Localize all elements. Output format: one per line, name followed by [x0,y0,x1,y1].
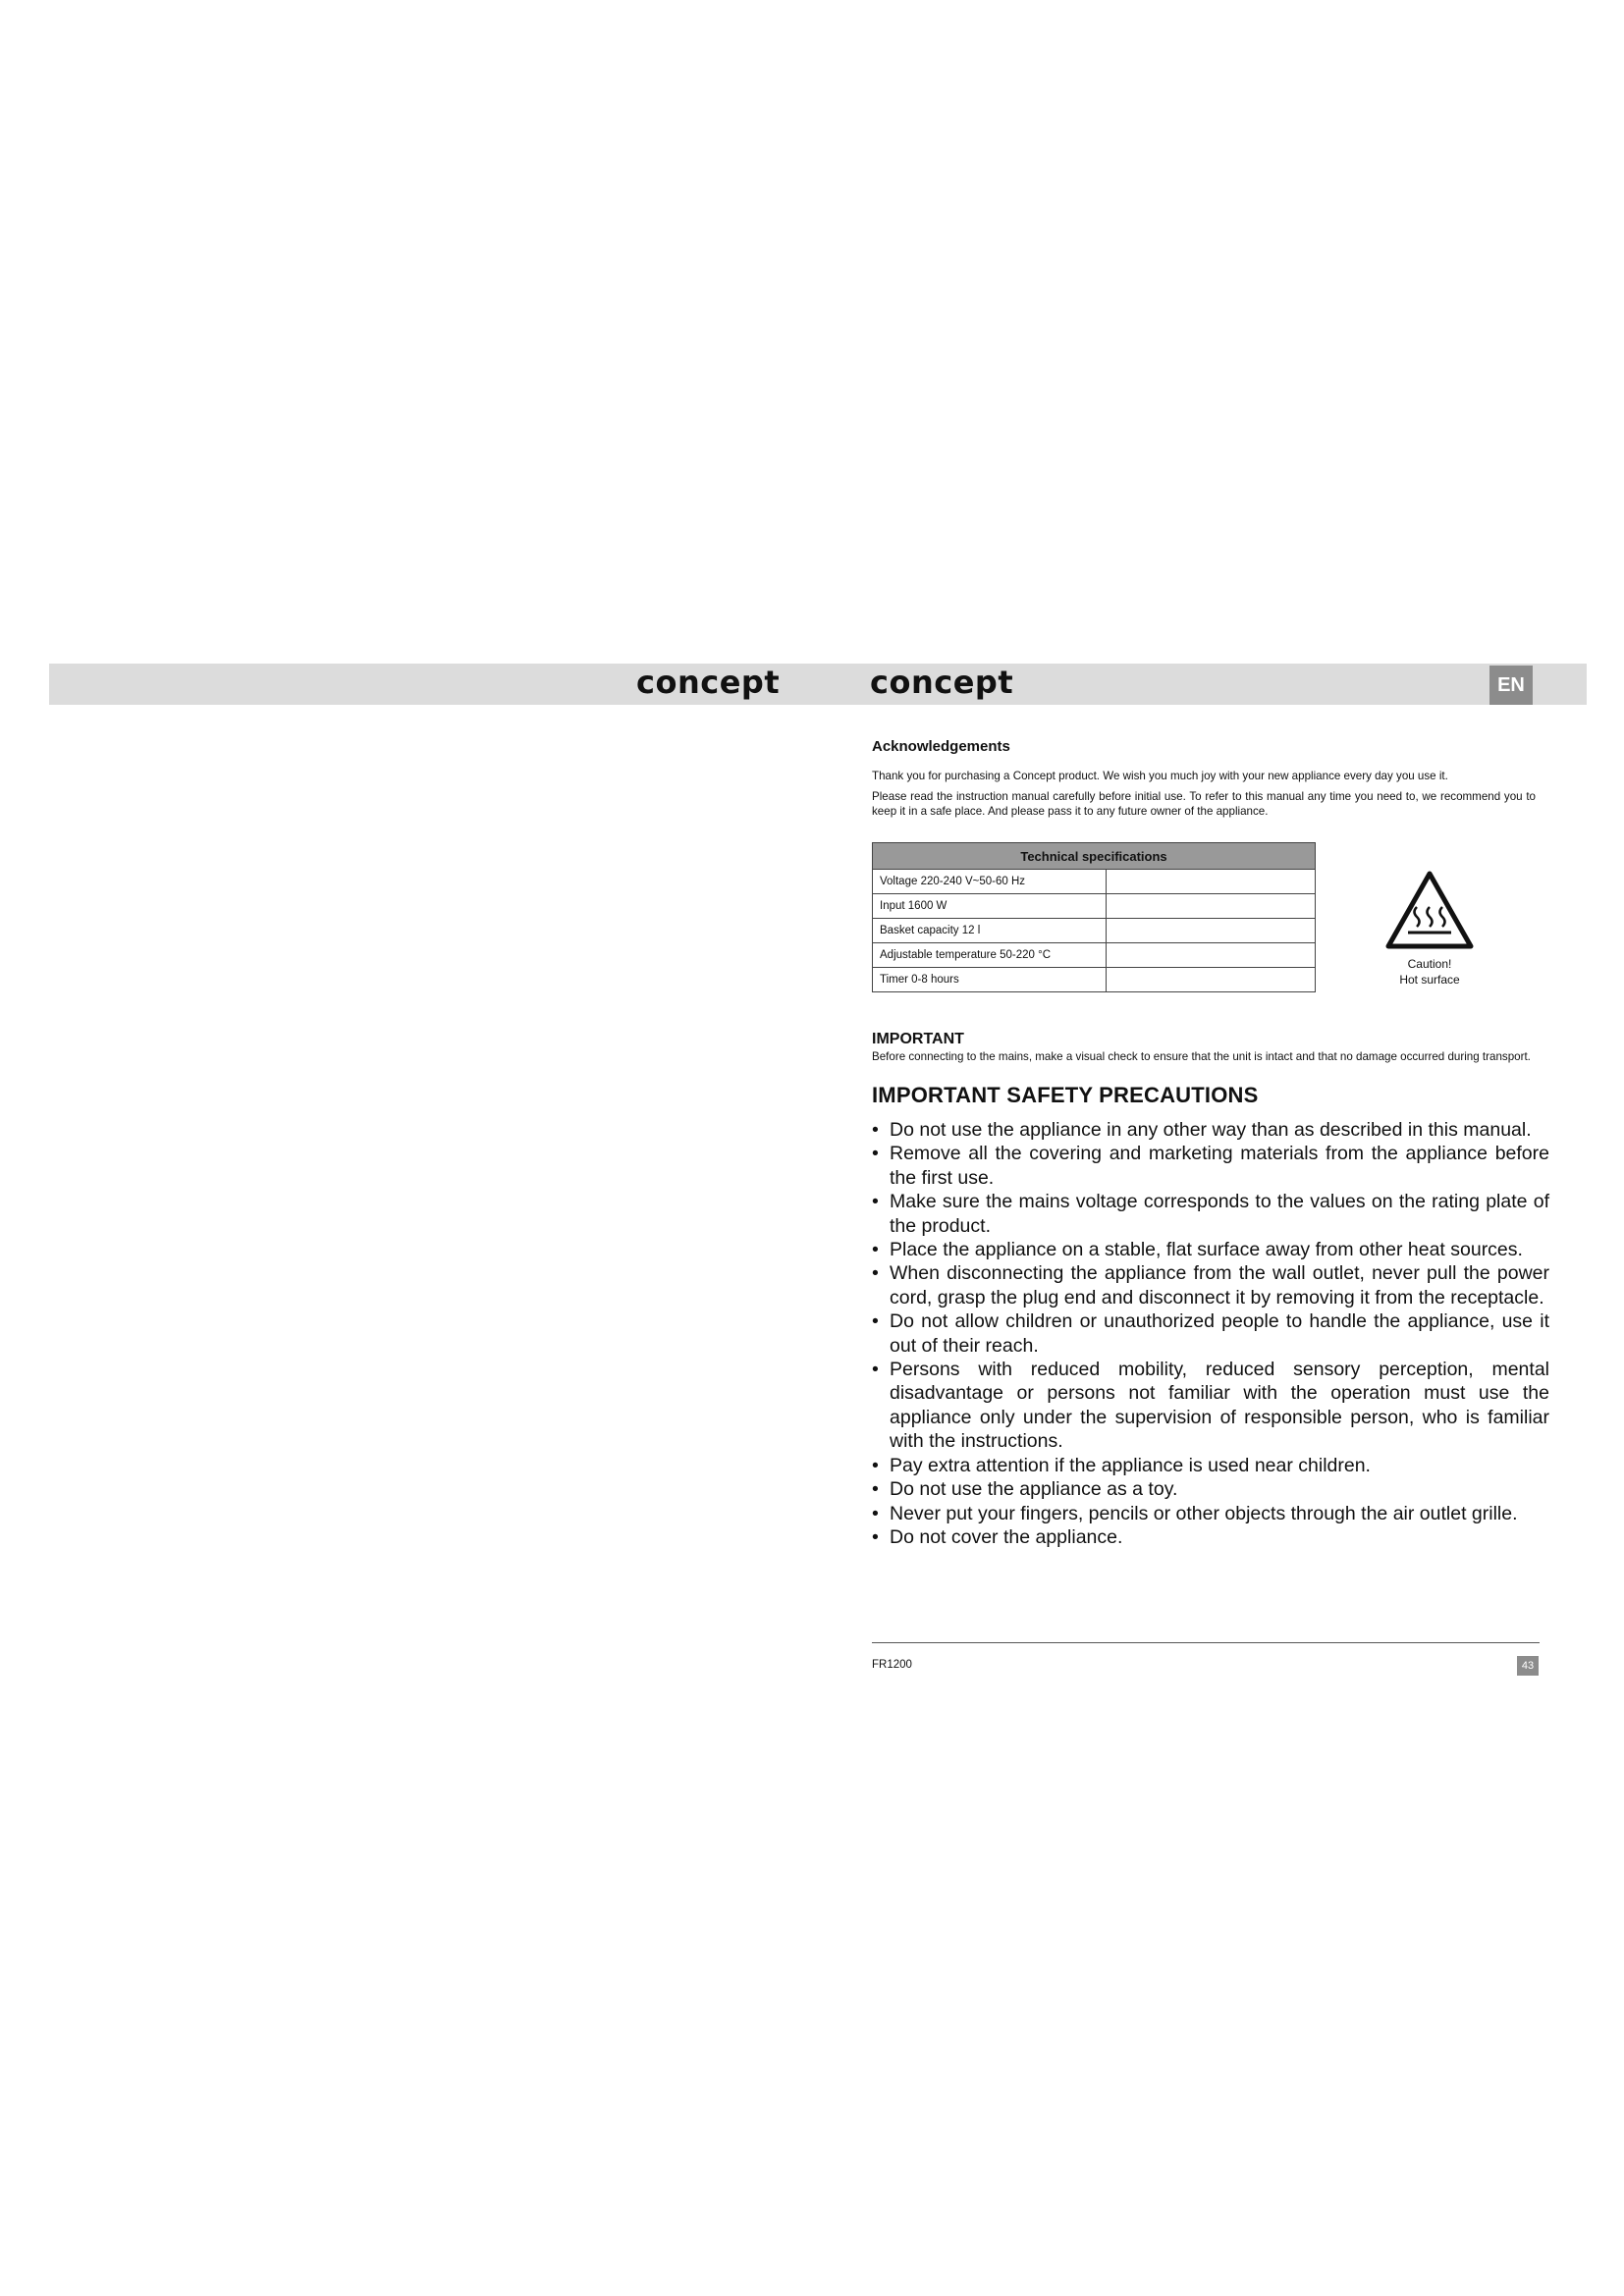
list-item [872,1190,1549,1238]
page-content [872,738,1549,1549]
list-item [872,1502,1549,1525]
bullet: • [872,1359,879,1381]
list-item-text: Persons with reduced mobility, reduced sensory perception, mental disadvantage or persons not familiar with the operation must use the appliance only under the supervision of responsible person, who is familiar with the instructions. [890,1359,1549,1453]
bullet: • [872,1454,879,1476]
bullet: • [872,1239,879,1261]
safety-precautions-title: IMPORTANT SAFETY PRECAUTIONS [872,1083,1259,1107]
spec-basket-capacity: Basket capacity 12 l [873,919,1107,943]
table-row [873,968,1316,992]
specifications-table [872,842,1316,992]
list-item-text: Do not use the appliance in any other way than as described in this manual. [890,1119,1532,1141]
hot-surface-label: Hot surface [1399,973,1460,987]
list-item [872,1454,1549,1477]
spec-temperature: Adjustable temperature 50-220 °C [873,943,1107,968]
bullet: • [872,1119,879,1141]
language-badge: EN [1489,666,1533,705]
specifications-area [872,842,1536,1017]
list-item [872,1261,1549,1309]
bullet: • [872,1143,879,1165]
bullet: • [872,1525,879,1548]
hot-surface-warning-icon [1384,870,1475,950]
spec-timer: Timer 0-8 hours [873,968,1107,992]
bullet: • [872,1502,879,1524]
page-number-badge: 43 [1517,1656,1539,1676]
important-title: IMPORTANT [872,1031,964,1047]
acknowledgements-paragraph-2: Please read the instruction manual carefully before initial use. To refer to this manual any time you need to, we recommend you to keep it in a safe place. And please pass it to any future owner of the appliance. [872,790,1536,818]
list-item [872,1525,1549,1549]
acknowledgements-title: Acknowledgements [872,738,1010,755]
list-item-text: Do not use the appliance as a toy. [890,1478,1178,1501]
bullet: • [872,1262,879,1285]
brand-logo-right: concept [870,664,1014,701]
table-row [873,943,1316,968]
important-text: Before connecting to the mains, make a visual check to ensure that the unit is intact and that no damage occurred during transport. [872,1050,1531,1063]
spec-value-cell [1107,870,1316,894]
spec-value-cell [1107,919,1316,943]
list-item-text: Place the appliance on a stable, flat surface away from other heat sources. [890,1239,1523,1261]
table-row [873,894,1316,919]
specifications-table-title: Technical specifications [873,843,1316,870]
spec-value-cell [1107,894,1316,919]
spec-value-cell [1107,943,1316,968]
header-bar [49,664,1587,705]
list-item-text: Remove all the covering and marketing materials from the appliance before the first use. [890,1143,1549,1189]
list-item [872,1309,1549,1358]
bullet: • [872,1478,879,1501]
list-item-text: When disconnecting the appliance from the wall outlet, never pull the power cord, grasp the plug end and disconnect it by removing it from the receptacle. [890,1262,1549,1308]
list-item-text: Make sure the mains voltage corresponds to the values on the rating plate of the product. [890,1191,1549,1237]
bullet: • [872,1191,879,1213]
table-row [873,919,1316,943]
bullet: • [872,1310,879,1333]
list-item-text: Never put your fingers, pencils or other objects through the air outlet grille. [890,1502,1518,1524]
footer-divider [872,1642,1540,1643]
list-item-text: Pay extra attention if the appliance is used near children. [890,1454,1371,1476]
footer-model-number: FR1200 [872,1659,912,1671]
list-item [872,1358,1549,1454]
table-row [873,870,1316,894]
safety-precautions-list [872,1118,1549,1549]
caution-label: Caution! [1407,957,1452,971]
spec-voltage: Voltage 220-240 V~50-60 Hz [873,870,1107,894]
list-item-text: Do not cover the appliance. [890,1525,1123,1548]
list-item [872,1238,1549,1261]
list-item [872,1477,1549,1501]
spec-input: Input 1600 W [873,894,1107,919]
spec-value-cell [1107,968,1316,992]
caution-block [1380,870,1479,988]
list-item [872,1118,1549,1142]
brand-logo-left: concept [636,664,781,701]
acknowledgements-paragraph-1: Thank you for purchasing a Concept product. We wish you much joy with your new appliance every day you use it. [872,770,1448,782]
list-item-text: Do not allow children or unauthorized people to handle the appliance, use it out of their reach. [890,1310,1549,1357]
list-item [872,1142,1549,1190]
